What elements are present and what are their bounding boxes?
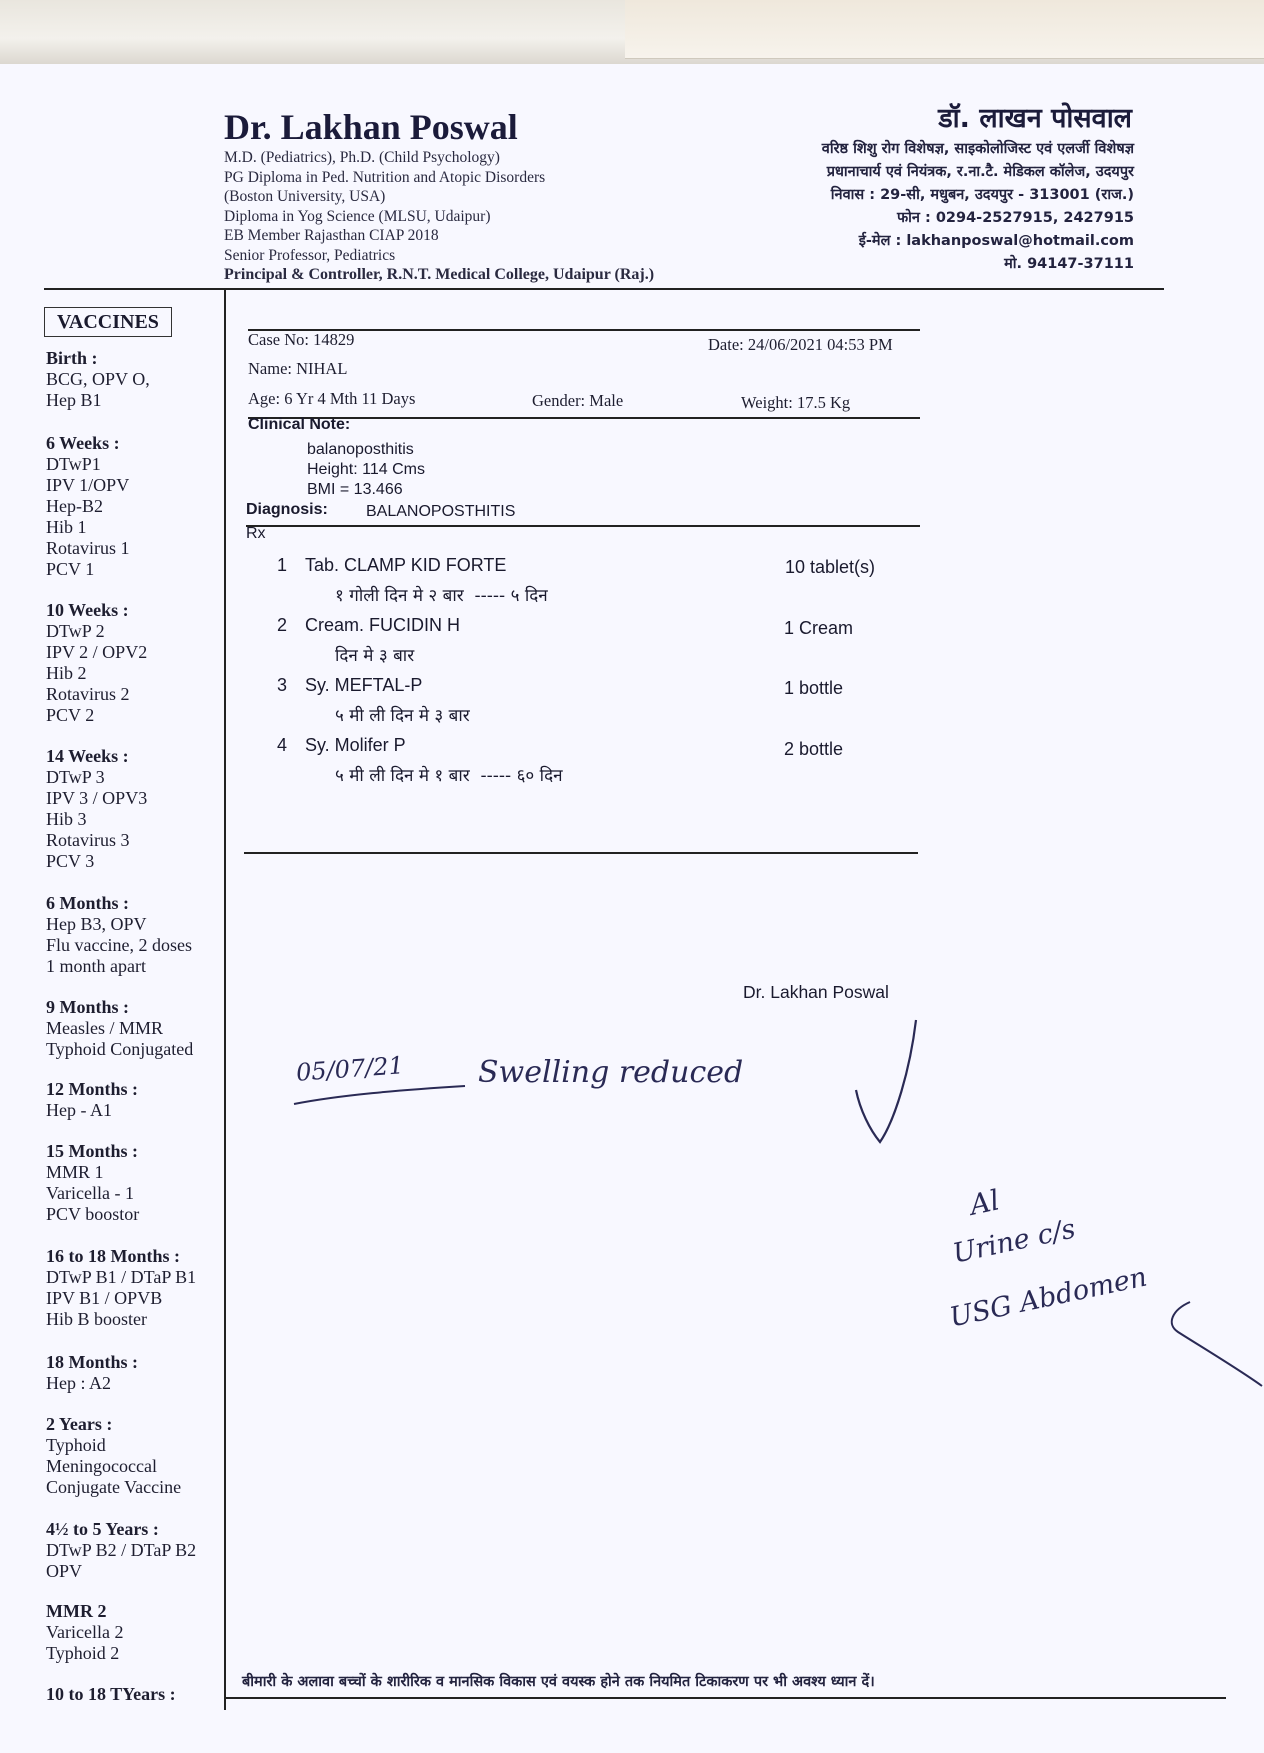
vaccine-group-title: 12 Months :: [46, 1079, 139, 1099]
doctor-info-hindi: [822, 138, 1134, 276]
hindi-info-line: निवास : 29-सी, मधुबन, उदयपुर - 313001 (राज.): [830, 187, 1134, 203]
rx-item-directions: दिन मे ३ बार: [335, 646, 415, 666]
clinical-note-label: Clinical Note:: [248, 416, 351, 433]
rx-item-number: 3: [277, 675, 288, 695]
qualification-line: Senior Professor, Pediatrics: [224, 246, 396, 264]
vaccine-item: Conjugate Vaccine: [46, 1477, 182, 1497]
header-divider: [44, 288, 1164, 290]
rx-label: Rx: [246, 525, 266, 542]
vaccine-item: MMR 1: [46, 1162, 104, 1182]
rx-item-directions: ५ मी ली दिन मे १ बार ----- ६० दिन: [335, 766, 563, 786]
rx-item-name: Sy. MEFTAL-P: [305, 675, 423, 695]
vaccine-group: [46, 433, 130, 580]
vaccine-group-title: 16 to 18 Months :: [46, 1246, 180, 1266]
vaccine-item: PCV 2: [46, 705, 95, 725]
case-number: Case No: 14829: [248, 330, 355, 349]
patient-weight: Weight: 17.5 Kg: [741, 393, 851, 412]
vaccine-item: IPV 2 / OPV2: [46, 642, 148, 662]
handwritten-side-note: Al: [966, 1183, 1003, 1222]
vaccine-item: Hep B1: [46, 390, 102, 410]
handwritten-arrow-mark: [1160, 1290, 1264, 1400]
qualification-line: EB Member Rajasthan CIAP 2018: [224, 227, 439, 244]
vaccine-group-title: 10 Weeks :: [46, 600, 129, 620]
rx-item-number: 4: [277, 735, 288, 755]
hindi-info-line: मो. 94147-37111: [1004, 256, 1134, 272]
clinical-note-line: Height: 114 Cms: [307, 461, 425, 478]
hindi-info-line: फोन : 0294-2527915, 2427915: [896, 210, 1134, 226]
hindi-info-line: प्रधानाचार्य एवं नियंत्रक, र.ना.टै. मेडिकल कॉलेज, उदयपुर: [826, 164, 1134, 180]
rx-end-rule: [244, 852, 918, 854]
handwritten-underline: [290, 1040, 470, 1120]
vaccine-group: [46, 1141, 139, 1225]
vaccine-item: Hib 2: [46, 663, 87, 683]
vaccine-item: Typhoid Conjugated: [46, 1039, 194, 1059]
vaccine-group-title: 6 Months :: [46, 893, 130, 913]
vaccine-item: DTwP B1 / DTaP B1: [46, 1267, 197, 1287]
qualification-line: M.D. (Pediatrics), Ph.D. (Child Psychology): [224, 149, 500, 166]
rx-item-quantity: 1 Cream: [784, 618, 854, 638]
handwritten-followup-date: 05/07/21: [295, 1051, 405, 1087]
vaccine-group: [46, 1684, 176, 1705]
vaccine-item: Measles / MMR: [46, 1018, 163, 1038]
vaccine-item: IPV 3 / OPV3: [46, 788, 148, 808]
handwritten-side-note: Urine c/s: [950, 1213, 1079, 1270]
doctor-position: Principal & Controller, R.N.T. Medical College, Udaipur (Raj.): [224, 266, 655, 283]
signature-name: Dr. Lakhan Poswal: [743, 982, 889, 1002]
rx-item-directions: १ गोली दिन मे २ बार ----- ५ दिन: [335, 586, 548, 606]
vaccine-item: PCV 1: [46, 559, 95, 579]
rx-item-quantity: 1 bottle: [784, 678, 844, 698]
vaccine-group: [46, 348, 150, 411]
vaccine-item: Hib B booster: [46, 1309, 147, 1329]
handwritten-followup-note: Swelling reduced: [478, 1055, 744, 1090]
qualification-line: PG Diploma in Ped. Nutrition and Atopic Disorders: [224, 168, 546, 186]
vaccine-group: [46, 1414, 181, 1498]
vaccine-item: Rotavirus 3: [46, 830, 130, 850]
vaccine-item: 1 month apart: [46, 956, 146, 976]
vaccine-group-title: MMR 2: [46, 1601, 107, 1621]
vaccine-group: [46, 1246, 196, 1330]
vaccine-group: [46, 1601, 123, 1664]
qualification-line: Diploma in Yog Science (MLSU, Udaipur): [224, 207, 491, 225]
vaccine-item: DTwP 3: [46, 767, 105, 787]
vaccines-heading: VACCINES: [44, 307, 172, 337]
rx-item-name: Cream. FUCIDIN H: [305, 615, 461, 635]
vaccine-item: DTwP B2 / DTaP B2: [46, 1540, 197, 1560]
vaccine-item: IPV 1/OPV: [46, 475, 130, 495]
doctor-qualifications: [224, 148, 654, 285]
vaccine-group-title: 9 Months :: [46, 997, 130, 1017]
vaccine-group-title: 18 Months :: [46, 1352, 139, 1372]
vaccine-item: PCV 3: [46, 851, 95, 871]
diagnosis-label: Diagnosis:: [246, 501, 328, 518]
handwritten-tick: [840, 1010, 940, 1160]
vaccine-item: OPV: [46, 1561, 83, 1581]
vaccine-item: Rotavirus 1: [46, 538, 130, 558]
vaccine-item: Rotavirus 2: [46, 684, 130, 704]
vaccine-group: [46, 746, 147, 872]
vaccine-group-title: 2 Years :: [46, 1414, 113, 1434]
clinical-note-line: BMI = 13.466: [307, 481, 403, 498]
vaccine-item: DTwP1: [46, 454, 101, 474]
patient-age: Age: 6 Yr 4 Mth 11 Days: [248, 389, 416, 408]
sidebar-divider: [224, 290, 226, 1710]
vaccine-item: Varicella 2: [46, 1622, 124, 1642]
vaccine-group: [46, 997, 193, 1060]
hindi-info-line: ई-मेल : lakhanposwal@hotmail.com: [858, 233, 1134, 249]
vaccine-item: BCG, OPV O,: [46, 369, 150, 389]
vaccine-group-title: 6 Weeks :: [46, 433, 120, 453]
rx-item-quantity: 2 bottle: [784, 739, 844, 759]
vaccine-item: Hep B3, OPV: [46, 914, 147, 934]
vaccine-item: Hep - A1: [46, 1100, 112, 1120]
hindi-info-line: वरिष्ठ शिशु रोग विशेषज्ञ, साइकोलोजिस्ट एवं एलर्जी विशेषज्ञ: [821, 141, 1134, 157]
rx-item-name: Tab. CLAMP KID FORTE: [305, 555, 507, 575]
vaccine-item: Typhoid 2: [46, 1643, 120, 1663]
rx-item-number: 1: [277, 555, 288, 575]
vaccine-group: [46, 1079, 138, 1121]
vaccine-item: Hib 3: [46, 809, 87, 829]
footer-divider: [226, 1697, 1226, 1699]
footer-note: बीमारी के अलावा बच्चों के शारीरिक व मानसिक विकास एवं वयस्क होने तक नियमित टिकाकरण पर भी अवश्य ध्यान दें।: [242, 1674, 875, 1690]
vaccine-group-title: 15 Months :: [46, 1141, 139, 1161]
vaccine-item: Hep-B2: [46, 496, 103, 516]
clinical-note-line: balanoposthitis: [307, 441, 414, 458]
rx-item-quantity: 10 tablet(s): [785, 557, 876, 577]
diagnosis-value: BALANOPOSTHITIS: [366, 503, 516, 520]
vaccine-item: Meningococcal: [46, 1456, 157, 1476]
vaccine-item: PCV boostor: [46, 1204, 140, 1224]
vaccine-group: [46, 1352, 138, 1394]
patient-name: Name: NIHAL: [248, 359, 348, 378]
tape-strip-right: [625, 0, 1264, 59]
vaccine-item: Varicella - 1: [46, 1183, 134, 1203]
vaccine-item: Hib 1: [46, 517, 87, 537]
vaccine-group-title: 14 Weeks :: [46, 746, 129, 766]
vaccine-item: Typhoid: [46, 1435, 106, 1455]
visit-date: Date: 24/06/2021 04:53 PM: [708, 335, 893, 354]
rx-item-name: Sy. Molifer P: [305, 735, 406, 755]
vaccine-item: Flu vaccine, 2 doses: [46, 935, 192, 955]
vaccine-group: [46, 600, 147, 726]
vaccine-item: DTwP 2: [46, 621, 105, 641]
rx-item-directions: ५ मी ली दिन मे ३ बार: [335, 706, 470, 726]
vaccine-group-title: Birth :: [46, 348, 98, 368]
doctor-name: Dr. Lakhan Poswal: [224, 107, 518, 147]
vaccine-item: IPV B1 / OPVB: [46, 1288, 163, 1308]
diagnosis-rule: [246, 525, 920, 527]
vaccine-group: [46, 893, 192, 977]
vaccine-group-title: 10 to 18 TYears :: [46, 1684, 176, 1704]
vaccine-item: Hep : A2: [46, 1373, 111, 1393]
doctor-name-hindi: डॉ. लाखन पोसवाल: [938, 103, 1132, 134]
vaccine-group: [46, 1519, 196, 1582]
handwritten-side-note: USG Abdomen: [946, 1261, 1150, 1334]
rx-item-number: 2: [277, 615, 288, 635]
patient-gender: Gender: Male: [532, 391, 624, 410]
vaccine-group-title: 4½ to 5 Years :: [46, 1519, 159, 1539]
qualification-line: (Boston University, USA): [224, 188, 386, 205]
